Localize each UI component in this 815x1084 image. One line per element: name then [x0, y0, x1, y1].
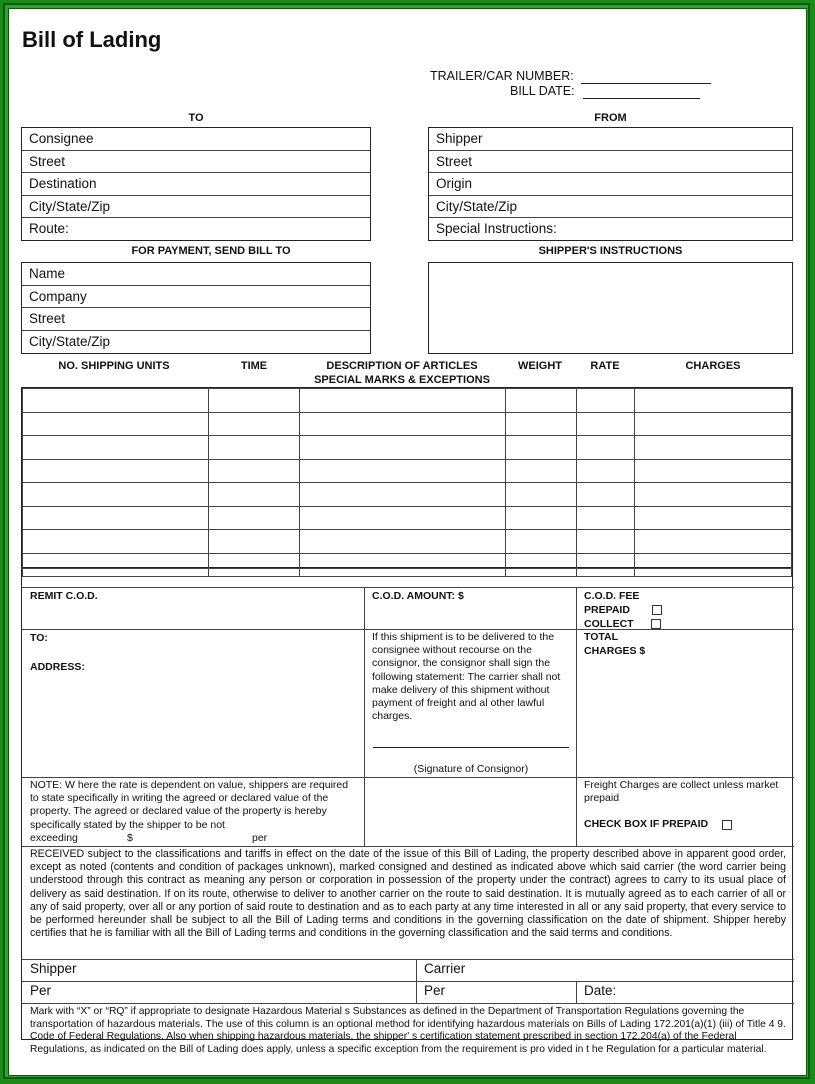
payment-section-title: FOR PAYMENT, SEND BILL TO [131, 245, 291, 257]
shipper-instructions-title: SHIPPER'S INSTRUCTIONS [538, 245, 683, 257]
to-consignee-field[interactable]: Consignee [22, 128, 370, 151]
remit-cod-cell[interactable] [22, 587, 364, 629]
from-street-field[interactable]: Street [429, 151, 792, 174]
carrier-signature-label: Carrier [424, 961, 466, 976]
to-section-title: TO [188, 112, 204, 124]
cod-amount-label: C.O.D. AMOUNT: $ [372, 590, 464, 602]
item-row[interactable] [23, 436, 792, 460]
col-special-marks: SPECIAL MARKS & EXCEPTIONS [314, 374, 490, 386]
cod-to-cell[interactable] [22, 629, 364, 777]
bill-date-field[interactable] [583, 84, 700, 99]
col-shipping-units: NO. SHIPPING UNITS [58, 360, 170, 372]
freight-charges-text: Freight Charges are collect unless market prepaid [584, 779, 779, 805]
hazmat-text: Mark with “X” or “RQ” if appropriate to designate Hazardous Material s Substances as defined in the Department of Transportation Regulations governing the transportation of hazardous materials. The use of this column is an optional method for identifying hazardous materials on Bills of Lading 172.201(a)(1) (iii) of Title 4 9. Code of Federal Regulations. Also when shipping hazardous materials, the shipper' s certification statement prescribed in section 172.204(a) of the Federal Regulations, as indicated on the Bill of Lading does apply, unless a specific exception from the requirement is pro vided in t he Regulation for a particular material. [30, 1006, 786, 1055]
prepaid-line[interactable] [577, 603, 794, 617]
total-charges-label-1: TOTAL [584, 631, 619, 643]
prepaid-label: PREPAID [584, 604, 630, 616]
collect-label: COLLECT [584, 618, 634, 630]
col-time: TIME [240, 360, 268, 372]
shipper-per-label: Per [30, 983, 52, 998]
item-row[interactable] [23, 459, 792, 483]
bill-of-lading-page [8, 8, 807, 1076]
check-box-prepaid-line[interactable] [577, 805, 794, 831]
note-cell [22, 777, 364, 846]
total-charges-label-2: CHARGES $ [584, 645, 646, 657]
from-special-instructions-field[interactable]: Special Instructions: [436, 221, 557, 236]
col-charges: CHARGES [685, 360, 741, 372]
payment-street-field[interactable]: Street [22, 308, 370, 331]
remit-cod-label: REMIT C.O.D. [30, 590, 98, 602]
from-box [428, 127, 793, 241]
cod-amount-cell[interactable] [364, 587, 576, 629]
trailer-number-field[interactable] [581, 69, 711, 84]
cod-to-label: TO: [30, 632, 48, 644]
shipper-per-cell[interactable] [22, 981, 416, 1003]
shipper-signature-label: Shipper [30, 961, 77, 976]
col-rate: RATE [590, 360, 620, 372]
note-dollar: $ [127, 831, 133, 844]
freight-charges-cell [576, 777, 794, 846]
received-terms-text: RECEIVED subject to the classifications and tariffs in effect on the date of the issue of this Bill of Lading, the property described above in apparent good order, except as noted (contents and condition of packages unknown), marked consigned and destined as indicated above which said carrier (the word carrier being understood through this contract as meaning any person or corporation in possession of the property under the contract) agrees to carry to its usual place of delivery as said destination. If on its route, otherwise to deliver to another carrier on the route to said destination. It is mutually agreed as to each carrier of all or any of said property, over all or any portion of said route to destination and as to each party at any time interested in all or any said property, that every service to be performed hereunder shall be subject to all the Bill of Lading terms and conditions in the governing classification on the date of shipment. Shipper hereby certifies that he is familiar with all the Bill of Lading terms and conditions in the governing classification and the said terms and conditions. [30, 848, 786, 940]
consignor-statement: If this shipment is to be delivered to the consignee without recourse on the consignor, the consignor shall sign the following statement: The carrier shall not make delivery of this shipment without payment of freight and al other lawful charges. [372, 631, 561, 723]
col-weight: WEIGHT [518, 360, 562, 372]
to-route-field[interactable]: Route: [29, 221, 69, 236]
bill-date-label: BILL DATE: [510, 84, 575, 98]
to-city-state-zip-field[interactable]: City/State/Zip [22, 196, 370, 219]
payment-name-field[interactable]: Name [22, 263, 370, 286]
from-shipper-field[interactable]: Shipper [429, 128, 792, 151]
col-description: DESCRIPTION OF ARTICLES [326, 360, 478, 372]
consignor-statement-cell [364, 629, 576, 777]
carrier-per-cell[interactable] [416, 981, 576, 1003]
item-row[interactable] [23, 389, 792, 413]
collect-checkbox[interactable] [651, 619, 661, 629]
received-terms-cell [22, 846, 794, 959]
page-title: Bill of Lading [22, 27, 162, 52]
hazmat-cell [22, 1003, 794, 1055]
from-city-state-zip-field[interactable]: City/State/Zip [429, 196, 792, 219]
date-label: Date: [584, 983, 617, 998]
from-origin-field[interactable]: Origin [429, 173, 792, 196]
note-exceeding: exceeding [30, 831, 78, 844]
note-exceeding-line[interactable] [22, 832, 364, 845]
item-row[interactable] [23, 506, 792, 530]
carrier-signature-cell[interactable] [416, 959, 794, 981]
trailer-number-label: TRAILER/CAR NUMBER: [430, 69, 574, 83]
cod-fee-cell [576, 587, 794, 629]
payment-company-field[interactable]: Company [22, 286, 370, 309]
payment-city-state-zip-field[interactable]: City/State/Zip [29, 333, 111, 349]
from-section-title: FROM [594, 112, 627, 124]
item-row[interactable] [23, 412, 792, 436]
shipper-instructions-box[interactable] [428, 262, 793, 354]
payment-box [21, 262, 371, 354]
prepaid-checkbox[interactable] [652, 605, 662, 615]
consignor-signature-line[interactable] [373, 747, 569, 748]
note-blank-cell[interactable] [364, 777, 576, 846]
check-box-prepaid-checkbox[interactable] [722, 820, 732, 830]
carrier-per-label: Per [424, 983, 446, 998]
item-row[interactable] [23, 483, 792, 507]
date-cell[interactable] [576, 981, 794, 1003]
to-street-field[interactable]: Street [22, 151, 370, 174]
check-box-prepaid-label: CHECK BOX IF PREPAID [584, 818, 709, 831]
bill-date-line[interactable] [510, 84, 700, 99]
items-grid [21, 387, 793, 568]
trailer-number-line[interactable] [430, 69, 711, 84]
to-box [21, 127, 371, 241]
items-table [22, 388, 792, 577]
note-per: per [252, 831, 268, 844]
shipper-signature-cell[interactable] [22, 959, 416, 981]
to-destination-field[interactable]: Destination [22, 173, 370, 196]
note-text: NOTE: W here the rate is dependent on value, shippers are required to state specifically in writing the agreed or declared value of the property. The agreed or declared value of the property is hereby specifically stated by the shipper to be not [30, 779, 349, 831]
consignor-signature-label: (Signature of Consignor) [413, 763, 529, 775]
item-row[interactable] [23, 530, 792, 554]
total-charges-cell[interactable] [576, 629, 794, 777]
lower-form-box [21, 568, 793, 1055]
cod-address-label: ADDRESS: [30, 661, 85, 673]
cod-fee-label: C.O.D. FEE [584, 590, 640, 602]
